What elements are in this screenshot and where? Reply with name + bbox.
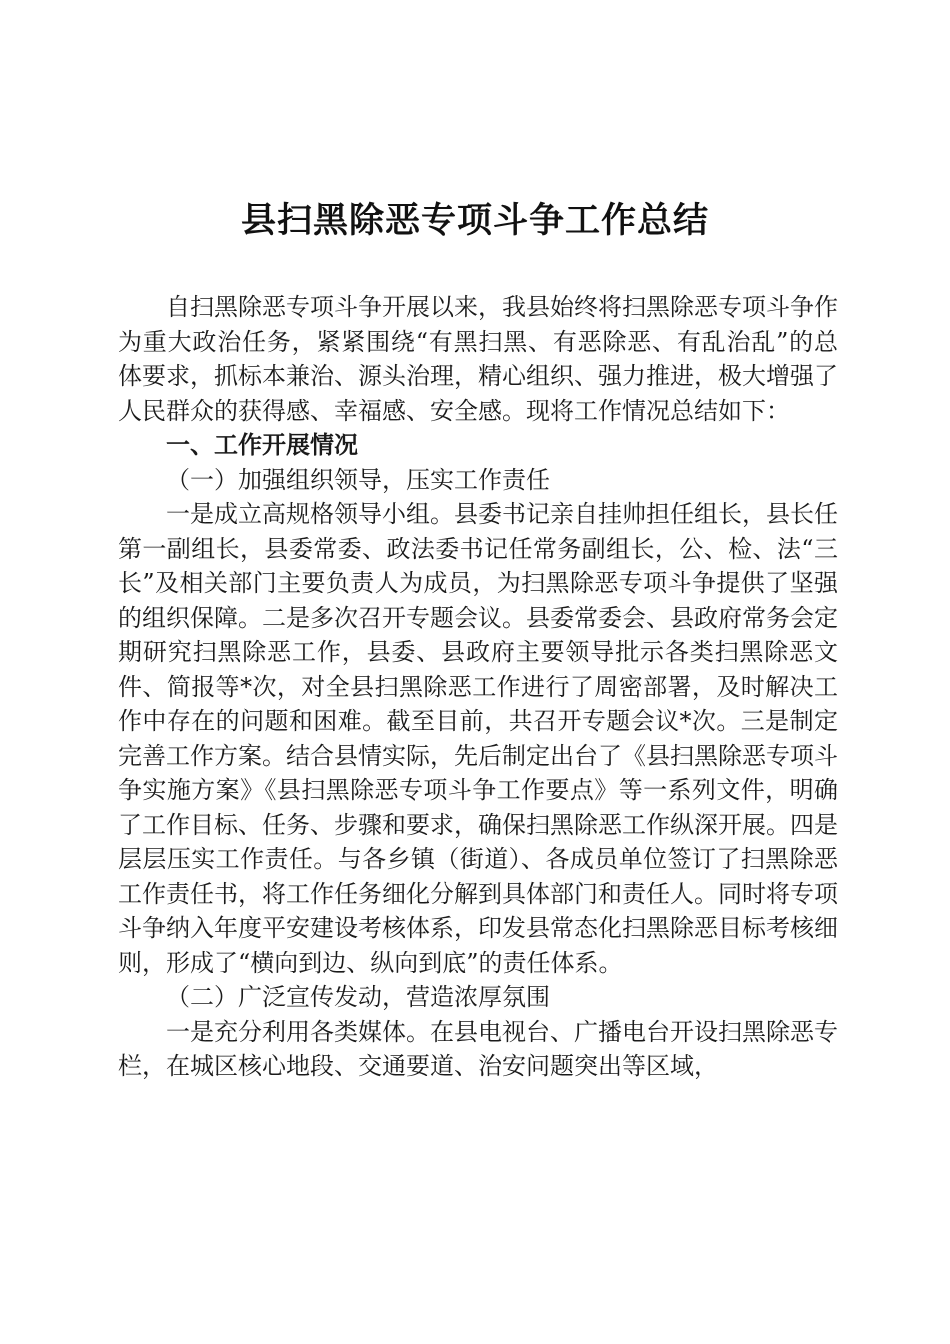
- subsection-paragraph-2: 一是充分利用各类媒体。在县电视台、广播电台开设扫黑除恶专栏，在城区核心地段、交通要道、治安问题突出等区域，: [118, 1017, 838, 1080]
- document-body: [118, 290, 838, 1084]
- section-heading: 一、工作开展情况: [166, 431, 358, 459]
- subsection-paragraph-1: 一是成立高规格领导小组。县委书记亲自挂帅担任组长，县长任第一副组长，县委常委、政法委书记任常务副组长，公、检、法“三长”及相关部门主要负责人为成员，为扫黑除恶专项斗争提供了坚强的组织保障。二是多次召开专题会议。县委常委会、县政府常务会定期研究扫黑除恶工作，县委、县政府主要领导批示各类扫黑除恶文件、简报等*次，对全县扫黑除恶工作进行了周密部署，及时解决工作中存在的问题和困难。截至目前，共召开专题会议*次。三是制定完善工作方案。结合县情实际，先后制定出台了《县扫黑除恶专项斗争实施方案》《县扫黑除恶专项斗争工作要点》等一系列文件，明确了工作目标、任务、步骤和要求，确保扫黑除恶工作纵深开展。四是层层压实工作责任。与各乡镇（街道）、各成员单位签订了扫黑除恶工作责任书，将工作任务细化分解到具体部门和责任人。同时将专项斗争纳入年度平安建设考核体系，印发县常态化扫黑除恶目标考核细则，形成了“横向到边、纵向到底”的责任体系。: [118, 500, 838, 977]
- subsection-heading-1: （一）加强组织领导，压实工作责任: [166, 465, 550, 494]
- intro-paragraph: 自扫黑除恶专项斗争开展以来，我县始终将扫黑除恶专项斗争作为重大政治任务，紧紧围绕“有黑扫黑、有恶除恶、有乱治乱”的总体要求，抓标本兼治、源头治理，精心组织、强力推进，极大增强了人民群众的获得感、幸福感、安全感。现将工作情况总结如下：: [118, 293, 838, 425]
- document-title: 县扫黑除恶专项斗争工作总结: [240, 200, 709, 241]
- subsection-heading-2: （二）广泛宣传发动，营造浓厚氛围: [166, 983, 550, 1011]
